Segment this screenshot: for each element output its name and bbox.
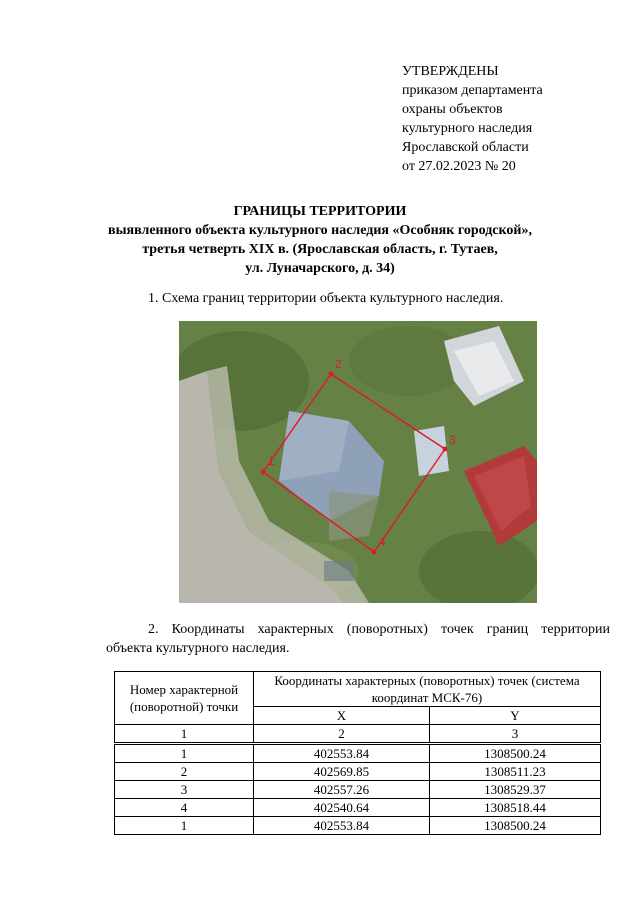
point-4-label: 4 (379, 535, 386, 549)
table-row (115, 744, 601, 763)
point-3-marker (443, 447, 448, 452)
cell-point: 3 (115, 781, 254, 799)
header-x: X (254, 707, 430, 725)
coordinates-table (114, 671, 601, 835)
cell-y: 1308529.37 (430, 781, 601, 799)
table-row (115, 781, 601, 799)
boundary-scheme-map (179, 321, 537, 603)
point-2-label: 2 (335, 357, 342, 371)
cell-point: 1 (115, 744, 254, 763)
header-y: Y (430, 707, 601, 725)
section-2-heading (106, 620, 610, 658)
cell-point: 1 (115, 817, 254, 835)
title-line: третья четверть XIX в. (Ярославская область, г. Тутаев, (142, 242, 498, 257)
approval-line: УТВЕРЖДЕНЫ (402, 64, 499, 79)
point-1-marker (261, 470, 266, 475)
cell-y: 1308518.44 (430, 799, 601, 817)
point-3-label: 3 (449, 433, 456, 447)
approval-line: культурного наследия (402, 121, 533, 136)
cell-x: 402540.64 (254, 799, 430, 817)
cell-y: 1308500.24 (430, 744, 601, 763)
column-numbering-row (115, 725, 601, 744)
approval-line: охраны объектов (402, 102, 503, 117)
header-point-number: Номер характерной (поворотной) точки (115, 672, 254, 725)
table-row (115, 799, 601, 817)
title-line: ГРАНИЦЫ ТЕРРИТОРИИ (233, 204, 407, 219)
table-row (115, 817, 601, 835)
section-1-heading: 1. Схема границ территории объекта культурного наследия. (148, 291, 504, 306)
boundary-overlay (179, 321, 537, 603)
point-4-marker (372, 550, 377, 555)
approval-line: приказом департамента (402, 83, 543, 98)
cell-point: 4 (115, 799, 254, 817)
section-2-line: 2. Координаты характерных (поворотных) точек границ территории (148, 622, 610, 637)
column-number: 1 (115, 725, 254, 744)
cell-x: 402569.85 (254, 763, 430, 781)
approval-line: от 27.02.2023 № 20 (402, 159, 516, 174)
table-row (115, 763, 601, 781)
cell-x: 402553.84 (254, 817, 430, 835)
approval-stamp (402, 62, 543, 176)
column-number: 3 (430, 725, 601, 744)
title-line: ул. Луначарского, д. 34) (245, 261, 395, 276)
territory-boundary (263, 374, 445, 552)
header-coordinates: Координаты характерных (поворотных) точек (система координат МСК-76) (254, 672, 601, 707)
title-line: выявленного объекта культурного наследия «Особняк городской», (108, 223, 532, 238)
point-1-label: 1 (268, 454, 275, 468)
section-2-line: объекта культурного наследия. (106, 641, 290, 656)
point-2-marker (329, 372, 334, 377)
column-number: 2 (254, 725, 430, 744)
cell-x: 402553.84 (254, 744, 430, 763)
cell-y: 1308500.24 (430, 817, 601, 835)
document-title (100, 202, 540, 278)
approval-line: Ярославской области (402, 140, 529, 155)
cell-y: 1308511.23 (430, 763, 601, 781)
cell-x: 402557.26 (254, 781, 430, 799)
cell-point: 2 (115, 763, 254, 781)
